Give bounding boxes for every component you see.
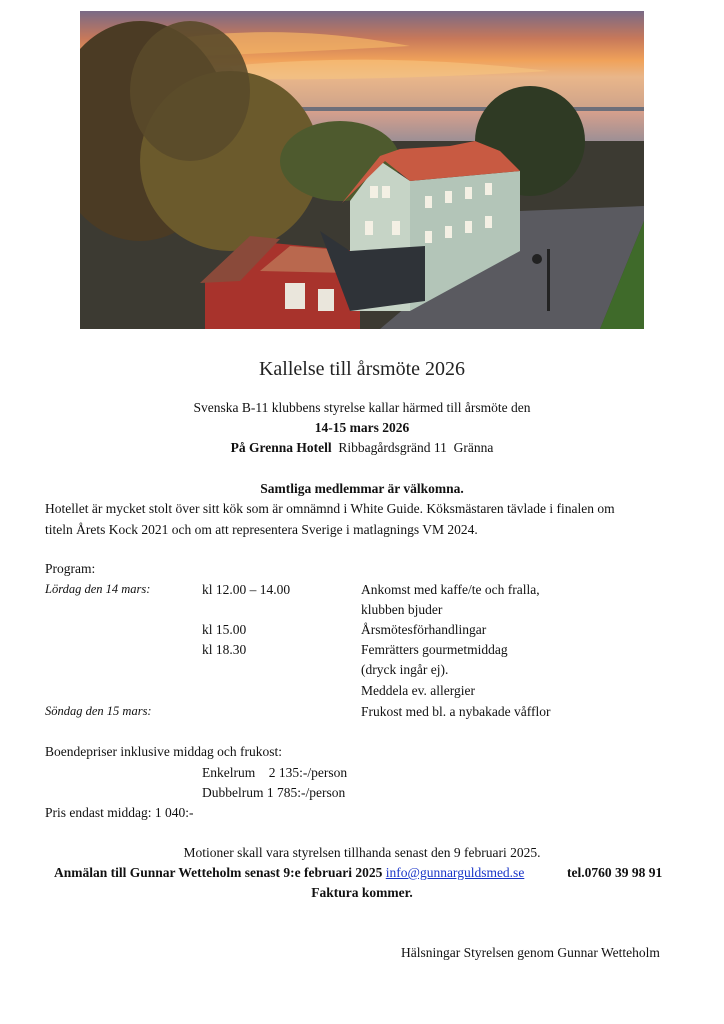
invitation-line: Svenska B-11 klubbens styrelse kallar härmed till årsmöte den (193, 400, 531, 415)
program-time: kl 18.30 (202, 642, 247, 657)
page-title: Kallelse till årsmöte 2026 (258, 358, 466, 380)
signup-line (54, 865, 524, 881)
phone-number: tel.0760 39 98 91 (567, 865, 663, 880)
venue-line (0, 440, 724, 456)
program-activity: Ankomst med kaffe/te och fralla, (361, 582, 540, 597)
saturday-label: Lördag den 14 mars: (45, 582, 151, 596)
program-activity: Femrätters gourmetmiddag (361, 642, 508, 657)
double-room-price: Dubbelrum 1 785:-/person (202, 785, 346, 800)
program-activity: Meddela ev. allergier (361, 683, 475, 698)
invoice-note: Faktura kommer. (311, 885, 413, 900)
program-activity: (dryck ingår ej). (361, 662, 449, 677)
signup-text: Anmälan till Gunnar Wetteholm senast 9:e februari 2025 (54, 865, 386, 880)
hotel-description-line-2: titeln Årets Kock 2021 och om att representera Sverige i matlagnings VM 2024. (45, 521, 478, 537)
pricing-label: Boendepriser inklusive middag och frukost: (45, 744, 282, 759)
venue-name: På Grenna Hotell (230, 440, 332, 455)
hotel-photo (80, 11, 644, 329)
program-time: kl 15.00 (202, 622, 247, 637)
meeting-dates: 14-15 mars 2026 (314, 420, 410, 435)
program-activity: klubben bjuder (361, 602, 443, 617)
venue-address: Ribbagårdsgränd 11 Gränna (331, 440, 494, 455)
program-activity: Frukost med bl. a nybakade våfflor (361, 704, 551, 719)
program-activity: Årsmötesförhandlingar (361, 622, 487, 637)
hotel-description (45, 499, 685, 540)
welcome-text: Samtliga medlemmar är välkomna. (260, 481, 464, 496)
program-label: Program: (45, 561, 96, 576)
sunday-label: Söndag den 15 mars: (45, 704, 152, 718)
motions-deadline: Motioner skall vara styrelsen tillhanda senast den 9 februari 2025. (183, 845, 541, 860)
single-room-price: Enkelrum 2 135:-/person (202, 765, 348, 780)
email-link[interactable]: info@gunnarguldsmed.se (385, 865, 525, 880)
dinner-only-price: Pris endast middag: 1 040:- (45, 805, 194, 820)
hotel-description-line-1: Hotellet är mycket stolt över sitt kök som är omnämnd i White Guide. Köksmästaren tävlade i finalen om (45, 501, 615, 516)
program-time: kl 12.00 – 14.00 (202, 582, 291, 597)
signature-greeting: Hälsningar Styrelsen genom Gunnar Wetteholm (401, 945, 660, 960)
